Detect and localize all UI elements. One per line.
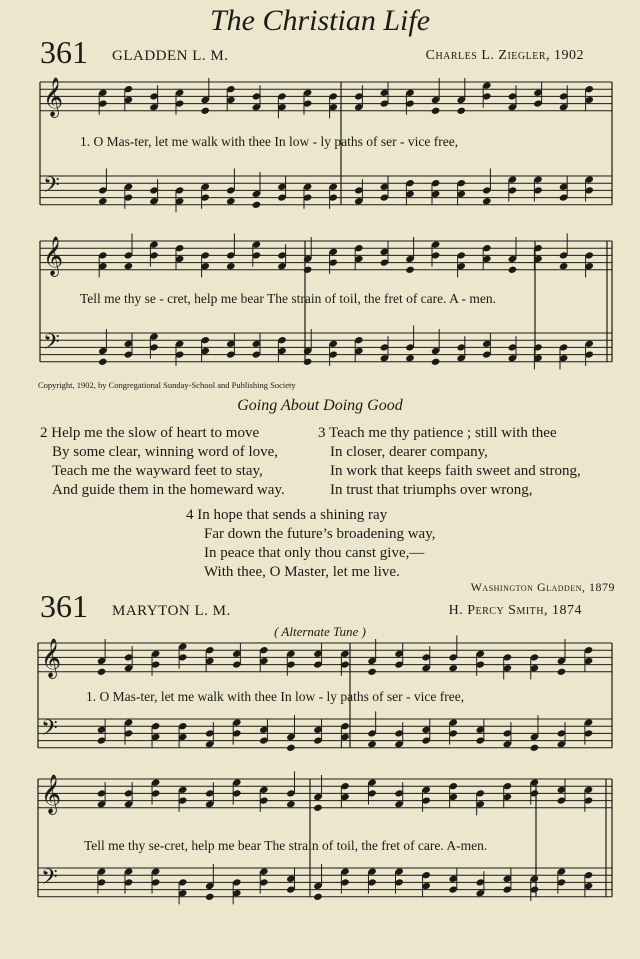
stanza-3 [318, 424, 581, 500]
stanza-line: Far down the future’s broadening way, [204, 526, 436, 542]
note-head [286, 800, 296, 808]
tune-name: GLADDEN L. M. [112, 48, 229, 64]
note-head [286, 744, 296, 752]
hymn-number: 361 [40, 588, 88, 624]
stanza-line: 3 Teach me thy patience ; still with thee [318, 425, 557, 441]
bass-clef: 𝄢 [41, 865, 58, 896]
note-head [200, 107, 210, 115]
note-head [367, 740, 377, 748]
note-head [98, 197, 108, 205]
stanza-line: In closer, dearer company, [330, 444, 488, 460]
stanza-line: In peace that only thou canst give,— [204, 545, 425, 561]
note-head [313, 804, 323, 812]
note-head [559, 262, 569, 270]
note-head [303, 358, 313, 366]
treble-clef: 𝄞 [43, 76, 64, 117]
stanza-line: In trust that triumphs over wrong, [330, 482, 533, 498]
stanza-line: 4 In hope that sends a shining ray [186, 507, 388, 523]
lyric-line: Tell me thy se-cret, help me bear The strain of toil, the fret of care. A-men. [84, 838, 488, 853]
note-head [456, 107, 466, 115]
note-head [205, 893, 215, 901]
tune-name: MARYTON L. M. [112, 603, 231, 619]
hymn-number: 361 [40, 34, 88, 70]
lyric-line: Tell me thy se - cret, help me bear The strain of toil, the fret of care. A - men. [80, 291, 497, 306]
bass-clef: 𝄢 [43, 330, 60, 361]
lyric-line: 1. O Mas-ter, let me walk with thee In low - ly paths of ser - vice free, [86, 689, 465, 704]
stanza-line: 2 Help me the slow of heart to move [40, 425, 260, 441]
note-head [252, 201, 262, 209]
stanza-line: By some clear, winning word of love, [52, 444, 279, 460]
copyright-notice: Copyright, 1902, by Congregational Sunday-School and Publishing Society [38, 380, 296, 390]
composer-credit: H. Percy Smith, 1874 [448, 603, 582, 618]
composer-credit: Charles L. Ziegler, 1902 [425, 48, 584, 63]
alternate-tune-label: ( Alternate Tune ) [274, 624, 366, 639]
note-head [226, 197, 236, 205]
note-head [482, 197, 492, 205]
note-head [431, 107, 441, 115]
note-head [226, 262, 236, 270]
note-head [303, 266, 313, 274]
stanza-4 [186, 506, 435, 582]
page-title: The Christian Life [209, 4, 431, 37]
author-credit: Washington Gladden, 1879 [470, 580, 615, 594]
note-head [124, 262, 134, 270]
note-head [431, 358, 441, 366]
stanza-line: Teach me the wayward feet to stay, [52, 463, 263, 479]
stanza-2 [40, 424, 285, 500]
treble-clef: 𝄞 [43, 235, 64, 276]
note-head [367, 668, 377, 676]
text-title: Going About Doing Good [237, 397, 403, 414]
bass-clef: 𝄢 [41, 716, 58, 747]
stanza-line: In work that keeps faith sweet and strong, [330, 463, 581, 479]
stanza-line: And guide them in the homeward way. [52, 482, 285, 498]
treble-clef: 𝄞 [41, 637, 62, 678]
bass-clef: 𝄢 [43, 173, 60, 204]
note-head [405, 266, 415, 274]
lyric-line: 1. O Mas-ter, let me walk with thee In low - ly paths of ser - vice free, [80, 134, 459, 149]
treble-clef: 𝄞 [41, 773, 62, 814]
note-head [448, 664, 458, 672]
note-head [508, 266, 518, 274]
note-head [98, 358, 108, 366]
note-head [97, 668, 107, 676]
stanza-line: With thee, O Master, let me live. [204, 564, 400, 580]
note-head [313, 893, 323, 901]
note-head [530, 744, 540, 752]
note-head [405, 354, 415, 362]
note-head [557, 668, 567, 676]
